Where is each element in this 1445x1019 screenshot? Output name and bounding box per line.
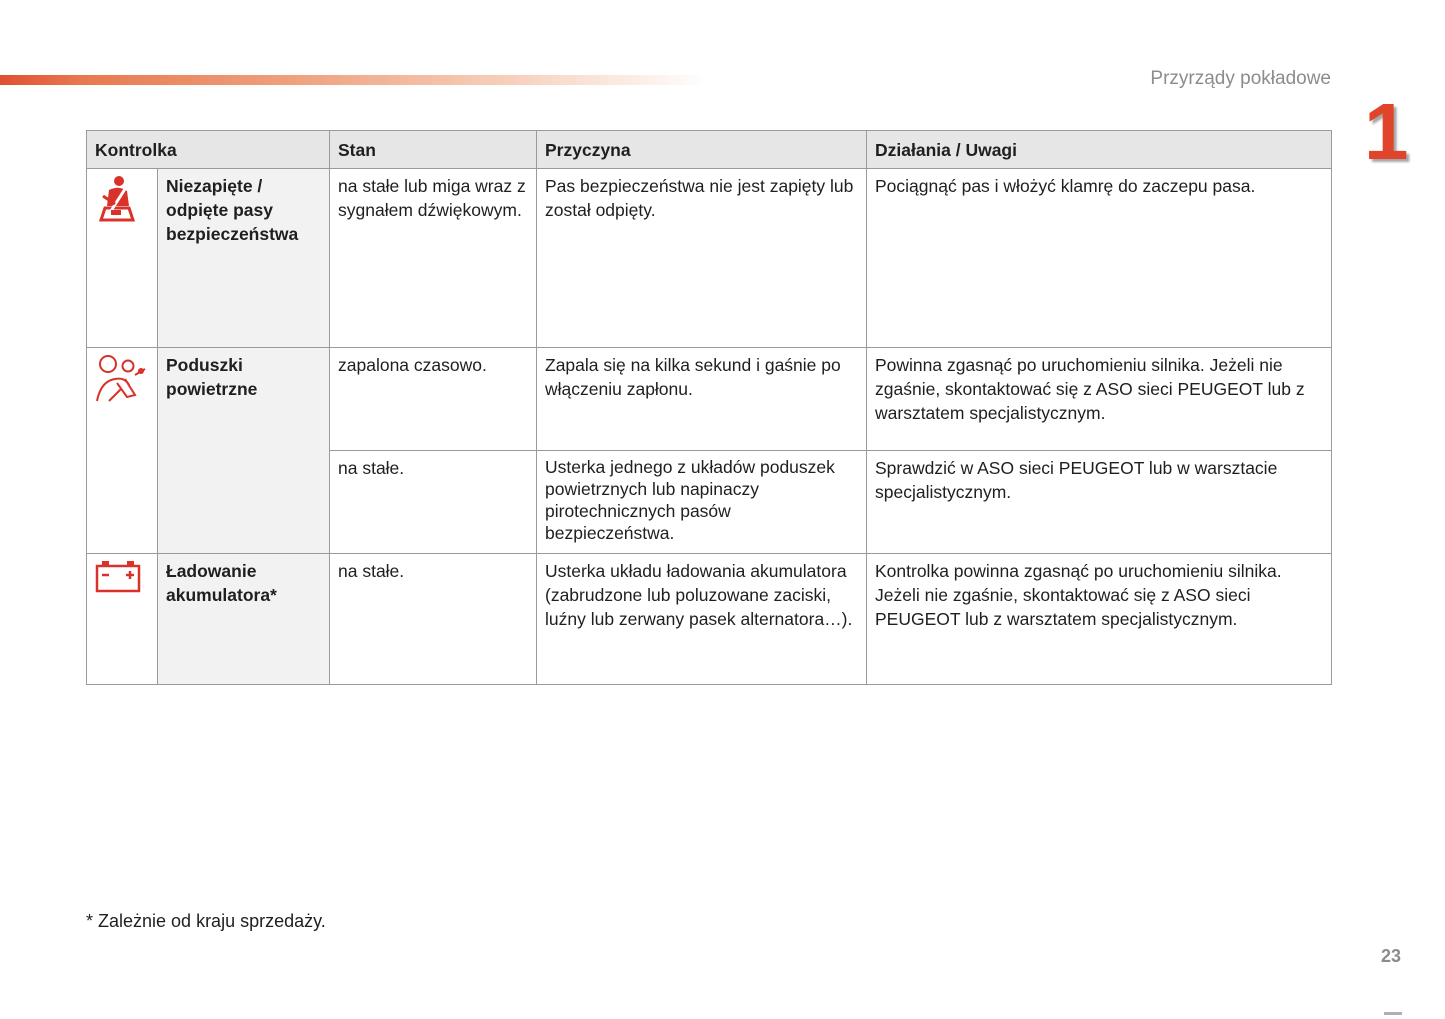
light-name: Niezapięte / odpięte pasy bezpieczeństwa — [158, 169, 330, 348]
cause-text: Zapala się na kilka sekund i gaśnie po włączeniu zapłonu. — [537, 348, 867, 451]
icon-cell — [87, 348, 158, 554]
cause-text: Usterka jednego z układów poduszek powietrznych lub napinaczy pirotechnicznych pasów bezpieczeństwa. — [537, 451, 867, 554]
chapter-number: 1 — [1364, 87, 1409, 176]
column-header-przyczyna: Przyczyna — [537, 131, 867, 169]
cause-text: Usterka układu ładowania akumulatora (zabrudzone lub poluzowane zaciski, luźny lub zerwany pasek alternatora…). — [537, 554, 867, 685]
seatbelt-icon — [95, 208, 139, 228]
icon-cell — [87, 169, 158, 348]
light-name: Poduszki powietrzne — [158, 348, 330, 554]
light-name: Ładowanie akumulatora* — [158, 554, 330, 685]
cause-text: Pas bezpieczeństwa nie jest zapięty lub został odpięty. — [537, 169, 867, 348]
chapter-title: Przyrządy pokładowe — [1150, 68, 1331, 89]
action-text: Pociągnąć pas i włożyć klamrę do zaczepu pasa. — [867, 169, 1332, 348]
icon-cell — [87, 554, 158, 685]
table-row — [87, 348, 1332, 451]
action-text: Powinna zgasnąć po uruchomieniu silnika. Jeżeli nie zgaśnie, skontaktować się z ASO sieci PEUGEOT lub z warsztatem specjalistycznym. — [867, 348, 1332, 451]
header-accent-bar — [0, 75, 710, 85]
column-header-kontrolka: Kontrolka — [87, 131, 330, 169]
column-header-dzialania: Działania / Uwagi — [867, 131, 1332, 169]
column-header-stan: Stan — [330, 131, 537, 169]
airbag-icon — [95, 389, 149, 409]
state-text: zapalona czasowo. — [330, 348, 537, 451]
table-header-row — [87, 131, 1332, 169]
table-row — [87, 169, 1332, 348]
page-number: 23 — [1381, 946, 1402, 966]
page-edge-mark — [1384, 1012, 1402, 1015]
state-text: na stałe. — [330, 451, 537, 554]
action-text: Sprawdzić w ASO sieci PEUGEOT lub w warsztacie specjalistycznym. — [867, 451, 1332, 554]
footnote: * Zależnie od kraju sprzedaży. — [86, 911, 326, 931]
state-text: na stałe. — [330, 554, 537, 685]
table-row — [87, 554, 1332, 685]
warning-lights-table — [86, 130, 1332, 685]
battery-icon — [95, 577, 141, 597]
state-text: na stałe lub miga wraz z sygnałem dźwiękowym. — [330, 169, 537, 348]
action-text: Kontrolka powinna zgasnąć po uruchomieniu silnika. Jeżeli nie zgaśnie, skontaktować się z ASO sieci PEUGEOT lub z warsztatem specjalistycznym. — [867, 554, 1332, 685]
